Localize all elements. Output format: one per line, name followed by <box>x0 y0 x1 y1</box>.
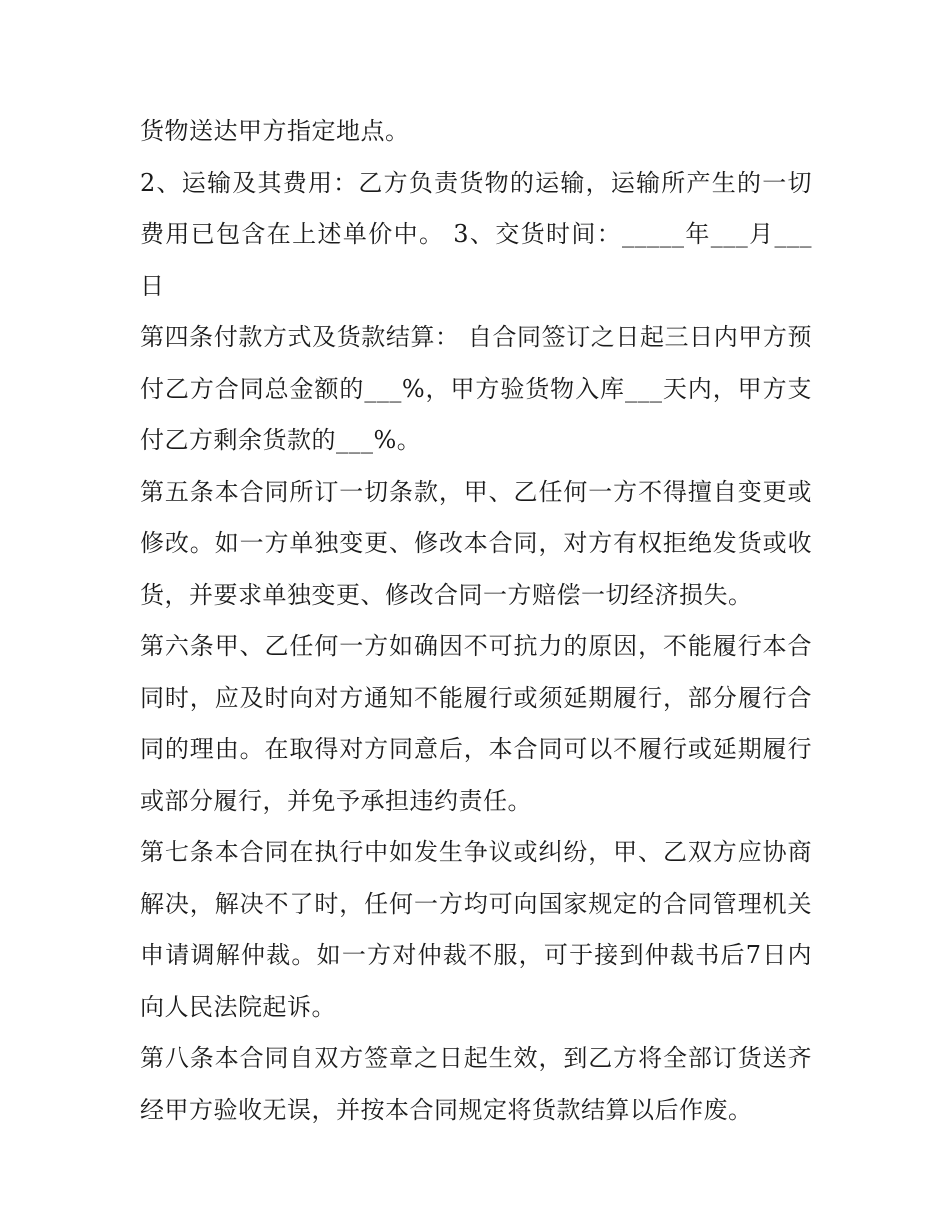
paragraph-article-4-payment: 第四条付款方式及货款结算： 自合同签订之日起三日内甲方预付乙方合同总金额的___%，甲方验货物入库___天内，甲方支付乙方剩余货款的___%。 <box>140 323 812 454</box>
paragraph-article-6-force-majeure: 第六条甲、乙任何一方如确因不可抗力的原因，不能履行本合同时，应及时向对方通知不能履行或须延期履行，部分履行合同的理由。在取得对方同意后，本合同可以不履行或延期履行或部分履行，并免予承担违约责任。 <box>140 632 812 815</box>
document-body <box>140 106 812 1136</box>
paragraph-delivery-location: 货物送达甲方指定地点。 <box>140 117 410 145</box>
paragraph-transport-costs: 2、运输及其费用：乙方负责货物的运输，运输所产生的一切费用已包含在上述单价中。 3、交货时间：_____年___月___日 <box>140 168 812 300</box>
paragraph-article-8-effectiveness: 第八条本合同自双方签章之日起生效，到乙方将全部订货送齐经甲方验收无误，并按本合同规定将货款结算以后作废。 <box>140 1044 812 1124</box>
paragraph-article-5-modification: 第五条本合同所订一切条款，甲、乙任何一方不得擅自变更或修改。如一方单独变更、修改本合同，对方有权拒绝发货或收货，并要求单独变更、修改合同一方赔偿一切经济损失。 <box>140 477 812 609</box>
paragraph-article-7-disputes: 第七条本合同在执行中如发生争议或纠纷，甲、乙双方应协商解决，解决不了时，任何一方均可向国家规定的合同管理机关申请调解仲裁。如一方对仲裁不服，可于接到仲裁书后7日内向人民法院起诉。 <box>140 838 812 1021</box>
